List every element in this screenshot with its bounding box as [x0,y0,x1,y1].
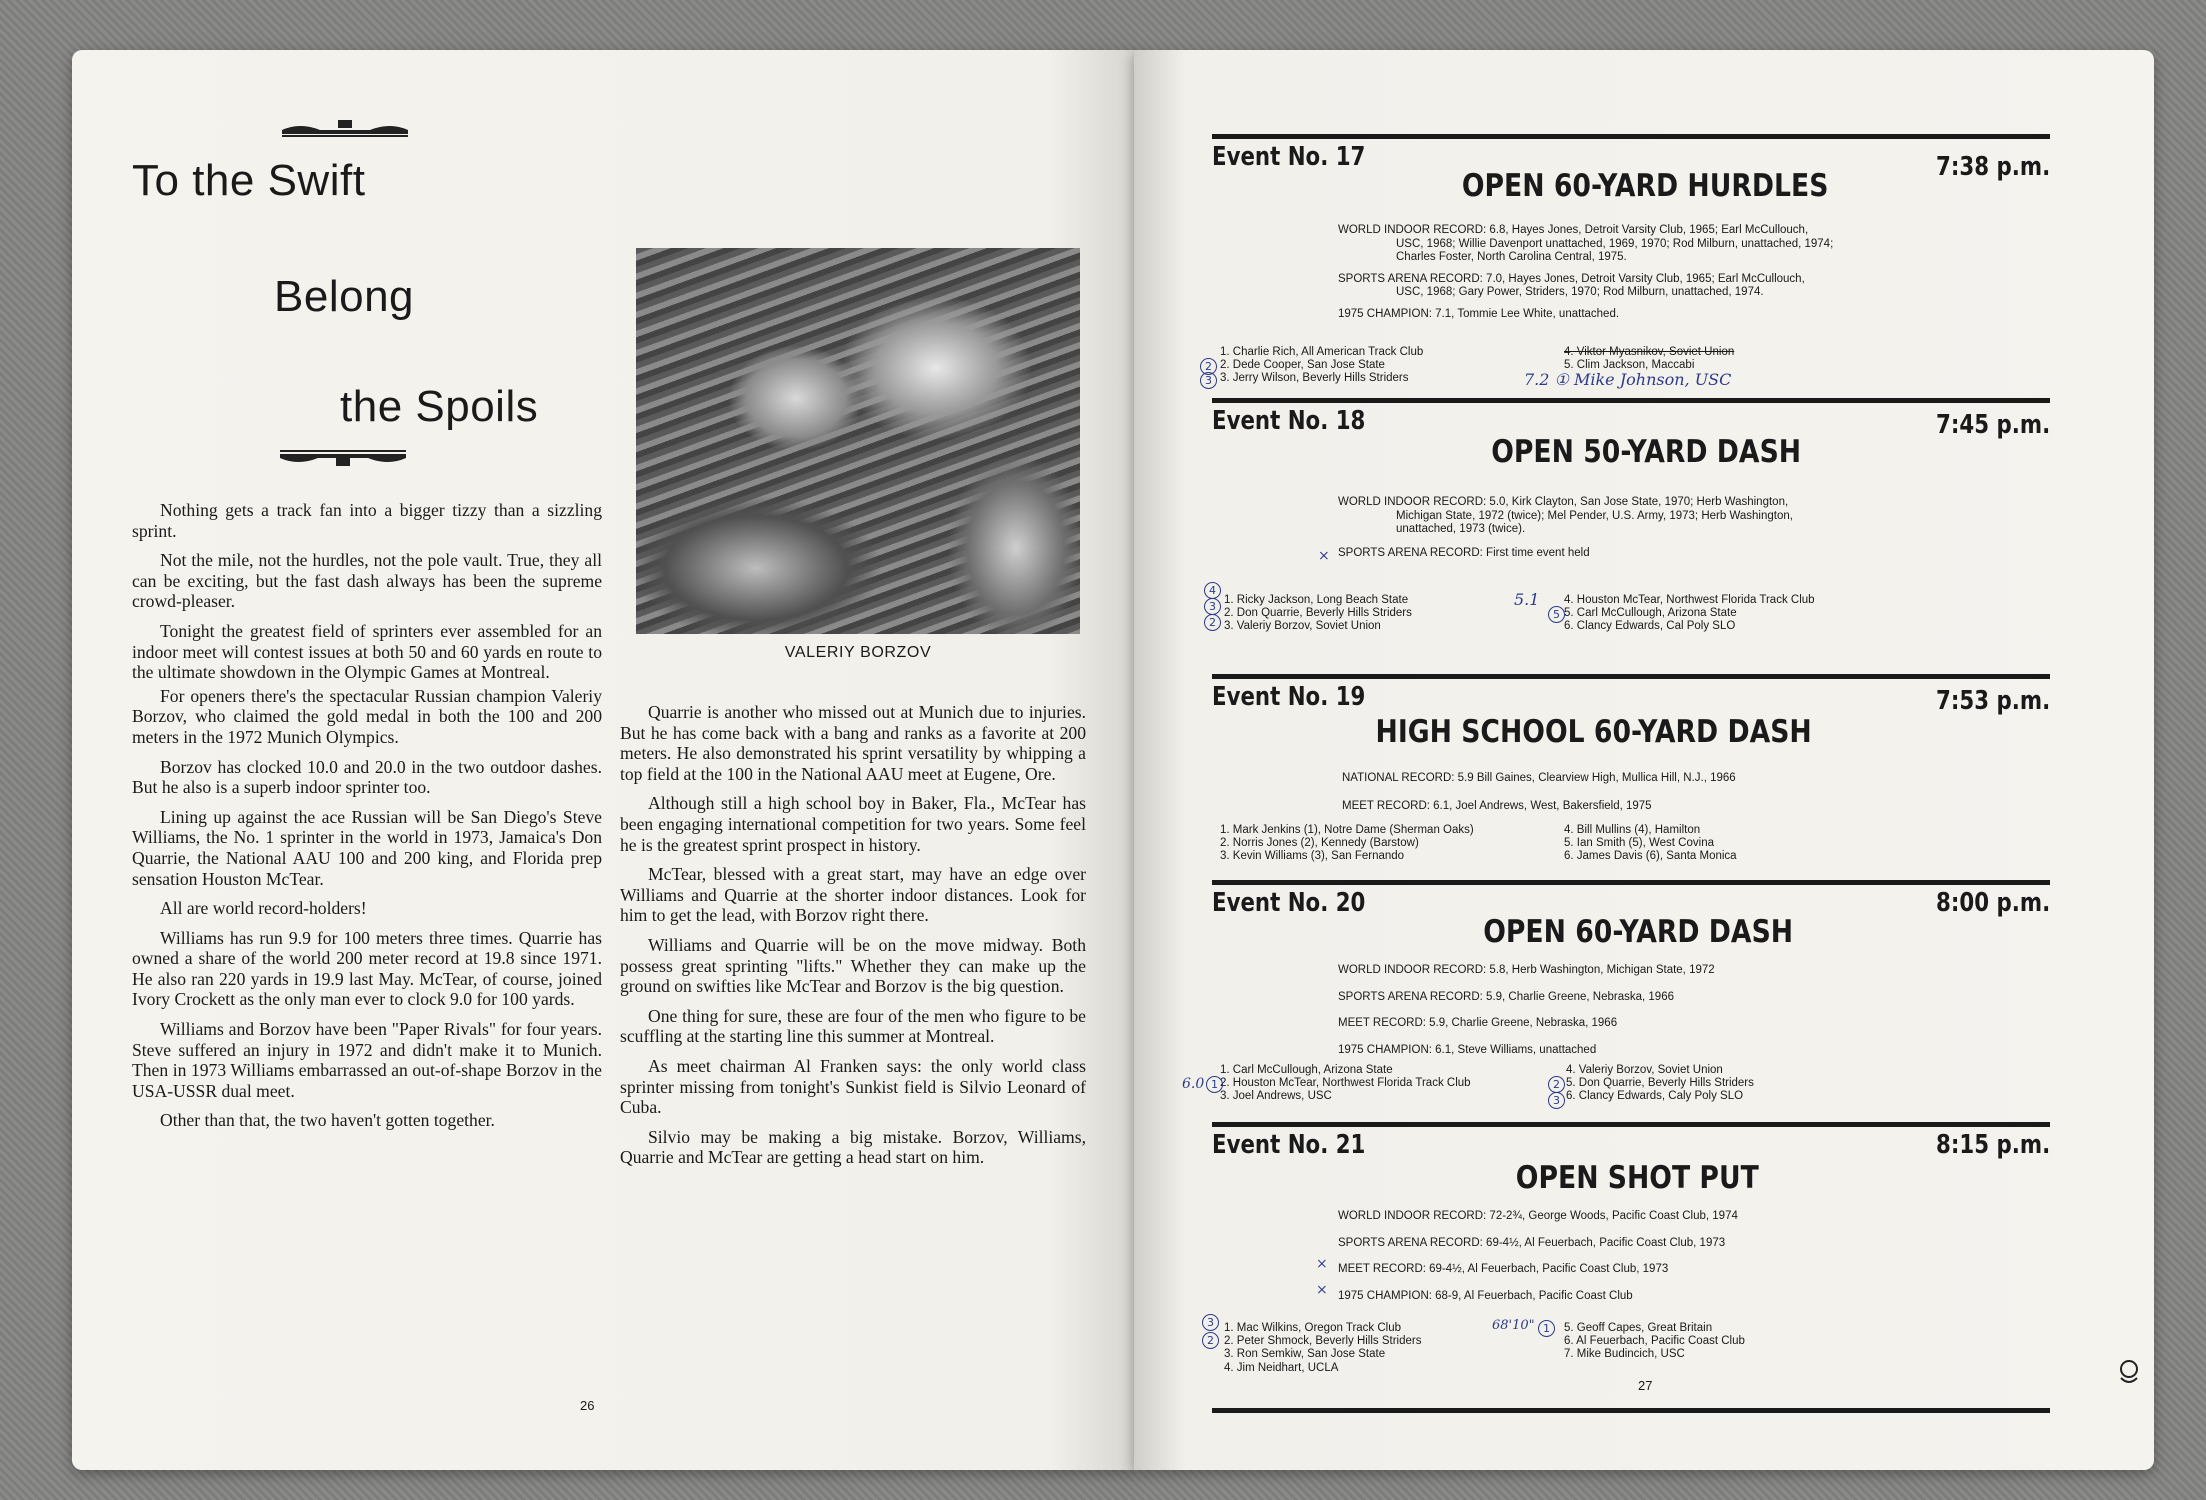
record-line: SPORTS ARENA RECORD: First time event held [1338,546,1590,559]
paragraph: Although still a high school boy in Baker, Fla., McTear has been engaging international competition for two years. Some feel he is the greatest sprint prospect in history. [620,793,1086,855]
ornament-bottom [278,448,408,470]
entry: 6. Al Feuerbach, Pacific Coast Club [1564,1335,1745,1348]
record [1338,308,1898,322]
record [1338,1290,1898,1304]
event-time: 7:53 p.m. [1935,686,2050,716]
record-line: 1975 CHAMPION: 68-9, Al Feuerbach, Pacific Coast Club [1338,1289,1633,1302]
paragraph: One thing for sure, these are four of the men who figure to be scuffling at the starting line this summer at Montreal. [620,1005,1086,1047]
record [1338,224,1898,265]
entry: 4. Jim Neidhart, UCLA [1224,1361,1339,1374]
record [1338,1263,1898,1277]
handwritten-note: 5.1 [1514,590,1540,609]
event-number: Event No. 18 [1212,406,1366,436]
record-line: MEET RECORD: 6.1, Joel Andrews, West, Bakersfield, 1975 [1342,799,1652,812]
event-records [1338,224,1898,321]
event-time: 8:15 p.m. [1935,1130,2050,1160]
hand-mark: 2 [1200,358,1217,375]
entry: 2. Norris Jones (2), Kennedy (Barstow) [1220,837,1419,850]
event-20 [1182,880,2050,1120]
page-number-right: 27 [1638,1378,1653,1393]
event-records [1342,772,1902,813]
entry: 1. Carl McCullough, Arizona State [1220,1064,1393,1076]
event-rule [1212,134,2050,139]
hand-mark: 3 [1548,1092,1565,1109]
entry: 3. Valeriy Borzov, Soviet Union [1224,620,1381,633]
entry: 4. Houston McTear, Northwest Florida Track Club [1564,594,1815,606]
paragraph: McTear, blessed with a great start, may have an edge over Williams and Quarrie at the shorter indoor distances. Look for him to get the lead, with Borzov right there. [620,864,1086,926]
hand-mark: 2 [1548,1076,1565,1093]
paragraph: Silvio may be making a big mistake. Borzov, Williams, Quarrie and McTear are getting a head start on him. [620,1126,1086,1168]
entries-right [1564,594,1815,634]
hand-x-mark: × [1318,548,1330,564]
entry: 3. Ron Semkiw, San Jose State [1224,1348,1386,1361]
event-time: 8:00 p.m. [1935,888,2050,918]
event-rule [1212,398,2050,403]
entries-left [1224,1322,1421,1375]
hand-x-mark: × [1316,1256,1328,1272]
hand-mark: 2 [1202,1332,1219,1349]
event-rule [1212,1122,2050,1127]
event-records [1338,1210,1898,1303]
paragraph: Quarrie is another who missed out at Munich due to injuries. But he has come back with a bang and ranks as a favorite at 200 meters. He also demonstrated his sprint versatility by whipping a top field at the 100 in the National AAU meet at Eugene, Ore. [620,702,1086,784]
record [1342,772,1902,786]
record [1338,1017,1898,1031]
paragraph: Tonight the greatest field of sprinters ever assembled for an indoor meet will contest issues at both 50 and 60 yards en route to the ultimate showdown in the Olympic Games at Montreal. [132,620,602,683]
entry: 5. Ian Smith (5), West Covina [1564,837,1714,850]
entries-left [1224,594,1412,634]
record-line: Charles Foster, North Carolina Central, 1975. [1396,251,1627,263]
event-rule [1212,674,2050,679]
event-title: OPEN 60-YARD HURDLES [1461,168,1829,204]
entry: 5. Don Quarrie, Beverly Hills Striders [1566,1077,1754,1090]
record-line: WORLD INDOOR RECORD: 5.0, Kirk Clayton, San Jose State, 1970; Herb Washington, [1338,496,1789,508]
paragraph: Williams and Borzov have been "Paper Rivals" for four years. Steve suffered an injury in 1972 and didn't make it to Munich. Then in 1973 Williams embarrassed an out-of-shape Borzov in the USA-USSR dual meet. [132,1019,602,1101]
article-title-line-3: the Spoils [340,382,539,431]
record-line: NATIONAL RECORD: 5.9 Bill Gaines, Clearview High, Mullica Hill, N.J., 1966 [1342,772,1736,784]
record-line: MEET RECORD: 5.9, Charlie Greene, Nebraska, 1966 [1338,1017,1618,1029]
hand-mark: 2 [1204,614,1221,631]
event-time: 7:38 p.m. [1935,152,2050,182]
entry: 4. Valeriy Borzov, Soviet Union [1566,1064,1723,1076]
entry: 5. Geoff Capes, Great Britain [1564,1322,1713,1334]
entries-left [1220,824,1474,864]
entry: 6. Clancy Edwards, Caly Poly SLO [1566,1090,1744,1103]
entry: 3. Jerry Wilson, Beverly Hills Striders [1220,372,1409,385]
record [1338,1044,1898,1058]
entries-right [1564,824,1737,864]
record-line: Michigan State, 1972 (twice); Mel Pender, U.S. Army, 1973; Herb Washington, [1396,509,1793,522]
entry: 5. Carl McCullough, Arizona State [1564,607,1737,620]
record-line: WORLD INDOOR RECORD: 5.8, Herb Washington, Michigan State, 1972 [1338,964,1715,976]
entry: 1. Mac Wilkins, Oregon Track Club [1224,1322,1402,1334]
entry: 5. Clim Jackson, Maccabi [1564,359,1695,372]
record [1338,991,1898,1005]
hand-mark: 3 [1204,598,1221,615]
hand-mark: 3 [1200,372,1217,389]
entries-right [1564,346,1734,372]
hand-mark: 1 [1538,1320,1555,1337]
hand-mark: 4 [1204,582,1221,599]
paragraph: As meet chairman Al Franken says: the only world class sprinter missing from tonight's Sunkist field is Silvio Leonard of Cuba. [620,1055,1086,1118]
entry: 4. Bill Mullins (4), Hamilton [1564,824,1701,836]
record [1338,964,1898,978]
entry: 1. Mark Jenkins (1), Notre Dame (Sherman Oaks) [1220,824,1474,836]
handwritten-note: 7.2 ① Mike Johnson, USC [1524,370,1732,389]
record-line: WORLD INDOOR RECORD: 6.8, Hayes Jones, Detroit Varsity Club, 1965; Earl McCullouch, [1338,224,1809,236]
entry: 1. Ricky Jackson, Long Beach State [1224,594,1409,606]
entry: 7. Mike Budincich, USC [1564,1348,1685,1361]
paragraph: Nothing gets a track fan into a bigger tizzy than a sizzling sprint. [132,500,602,541]
article-title-line-2: Belong [274,272,415,321]
ornament-top [280,116,410,138]
entry: 2. Peter Shmock, Beverly Hills Striders [1224,1335,1422,1348]
paragraph: Borzov has clocked 10.0 and 20.0 in the two outdoor dashes. But he also is a superb indoor sprinter too. [132,756,602,798]
photo-caption: VALERIY BORZOV [784,644,932,661]
entry: 2. Dede Cooper, San Jose State [1220,359,1385,372]
record [1338,1210,1898,1224]
entries-left [1220,1064,1471,1104]
article-column-1 [132,500,602,1140]
event-number: Event No. 17 [1212,142,1366,172]
hand-mark: 3 [1202,1314,1219,1331]
page-number-left: 26 [580,1398,595,1413]
record [1338,496,1898,537]
sunkist-logo-icon [2118,1360,2140,1388]
paragraph: Lining up against the ace Russian will be San Diego's Steve Williams, the No. 1 sprinter in the world in 1973, Jamaica's Don Quarrie, the National AAU 100 and 200 king, and Florida prep sensation Houston McTear. [132,806,602,889]
paragraph: Other than that, the two haven't gotten together. [160,1110,495,1131]
record-line: 1975 CHAMPION: 7.1, Tommie Lee White, unattached. [1338,307,1620,320]
entries-left [1220,346,1423,386]
record-line: WORLD INDOOR RECORD: 72-2¾, George Woods, Pacific Coast Club, 1974 [1338,1210,1738,1222]
record [1338,1237,1898,1251]
entry: 3. Kevin Williams (3), San Fernando [1220,850,1405,863]
handwritten-note: 6.0 [1182,1076,1205,1092]
hand-mark: 5 [1548,606,1565,623]
record [1338,273,1898,300]
event-title: OPEN 50-YARD DASH [1491,434,1802,470]
record-line: SPORTS ARENA RECORD: 69-4½, Al Feuerbach, Pacific Coast Club, 1973 [1338,1236,1726,1249]
paragraph: Williams has run 9.9 for 100 meters three times. Quarrie has owned a share of the world 200 meter record at 19.8 since 1971. He also ran 220 yards in 19.9 last May. McTear, of course, joined Ivory Crockett as the only man ever to clock 9.0 for 100 yards. [132,927,602,1010]
event-title: OPEN SHOT PUT [1515,1160,1759,1196]
entry: 2. Don Quarrie, Beverly Hills Striders [1224,607,1412,620]
paragraph: Not the mile, not the hurdles, not the pole vault. True, they all can be exciting, but the fast dash always has been the supreme crowd-pleaser. [132,550,602,612]
event-17 [1205,134,2050,392]
record [1342,800,1902,814]
event-18 [1209,398,2050,668]
event-21 [1207,1122,2050,1382]
article-column-2 [620,702,1086,1177]
record-line: USC, 1968; Willie Davenport unattached, 1969, 1970; Rod Milburn, unattached, 1974; [1396,237,1834,250]
event-number: Event No. 21 [1212,1130,1366,1160]
paragraph: For openers there's the spectacular Russian champion Valeriy Borzov, who claimed the gold medal in both the 100 and 200 meters in the 1972 Munich Olympics. [132,685,602,747]
record-line: unattached, 1973 (twice). [1396,523,1526,535]
record-line: SPORTS ARENA RECORD: 7.0, Hayes Jones, Detroit Varsity Club, 1965; Earl McCullouch, [1338,272,1805,285]
entry: 4. Viktor Myasnikov, Soviet Union [1564,346,1735,358]
event-title: HIGH SCHOOL 60-YARD DASH [1375,714,1812,750]
event-time: 7:45 p.m. [1935,410,2050,440]
paragraph: All are world record-holders! [160,898,367,919]
entry: 2. Houston McTear, Northwest Florida Track Club [1220,1077,1471,1090]
entry: 1. Charlie Rich, All American Track Club [1220,346,1424,358]
entry: 3. Joel Andrews, USC [1220,1090,1332,1103]
event-number: Event No. 19 [1212,682,1366,712]
record [1338,547,1898,561]
event-rule-bottom [1212,1408,2050,1413]
right-page [1134,50,2154,1470]
record-line: 1975 CHAMPION: 6.1, Steve Williams, unattached [1338,1043,1597,1056]
left-page [72,50,1134,1470]
record-line: SPORTS ARENA RECORD: 5.9, Charlie Greene, Nebraska, 1966 [1338,990,1674,1003]
paragraph: Williams and Quarrie will be on the move midway. Both possess great sprinting "lifts." Whether they can make up the ground on swifties like McTear and Borzov is the big question. [620,934,1086,997]
hand-x-mark: × [1316,1282,1328,1298]
article-title-line-1: To the Swift [132,156,366,205]
event-rule [1212,880,2050,885]
event-records [1338,496,1898,560]
handwritten-note: 68'10" [1492,1318,1535,1333]
sprinter-photo [636,248,1080,634]
entry: 6. James Davis (6), Santa Monica [1564,850,1737,863]
record-line: USC, 1968; Gary Power, Striders, 1970; Rod Milburn, unattached, 1974. [1396,286,1764,298]
event-records [1338,964,1898,1057]
event-title: OPEN 60-YARD DASH [1483,914,1794,950]
entry: 6. Clancy Edwards, Cal Poly SLO [1564,620,1736,633]
hand-mark: 1 [1206,1076,1223,1093]
event-number: Event No. 20 [1212,888,1366,918]
record-line: MEET RECORD: 69-4½, Al Feuerbach, Pacific Coast Club, 1973 [1338,1263,1669,1275]
entries-right [1564,1322,1745,1362]
entries-right [1566,1064,1754,1104]
